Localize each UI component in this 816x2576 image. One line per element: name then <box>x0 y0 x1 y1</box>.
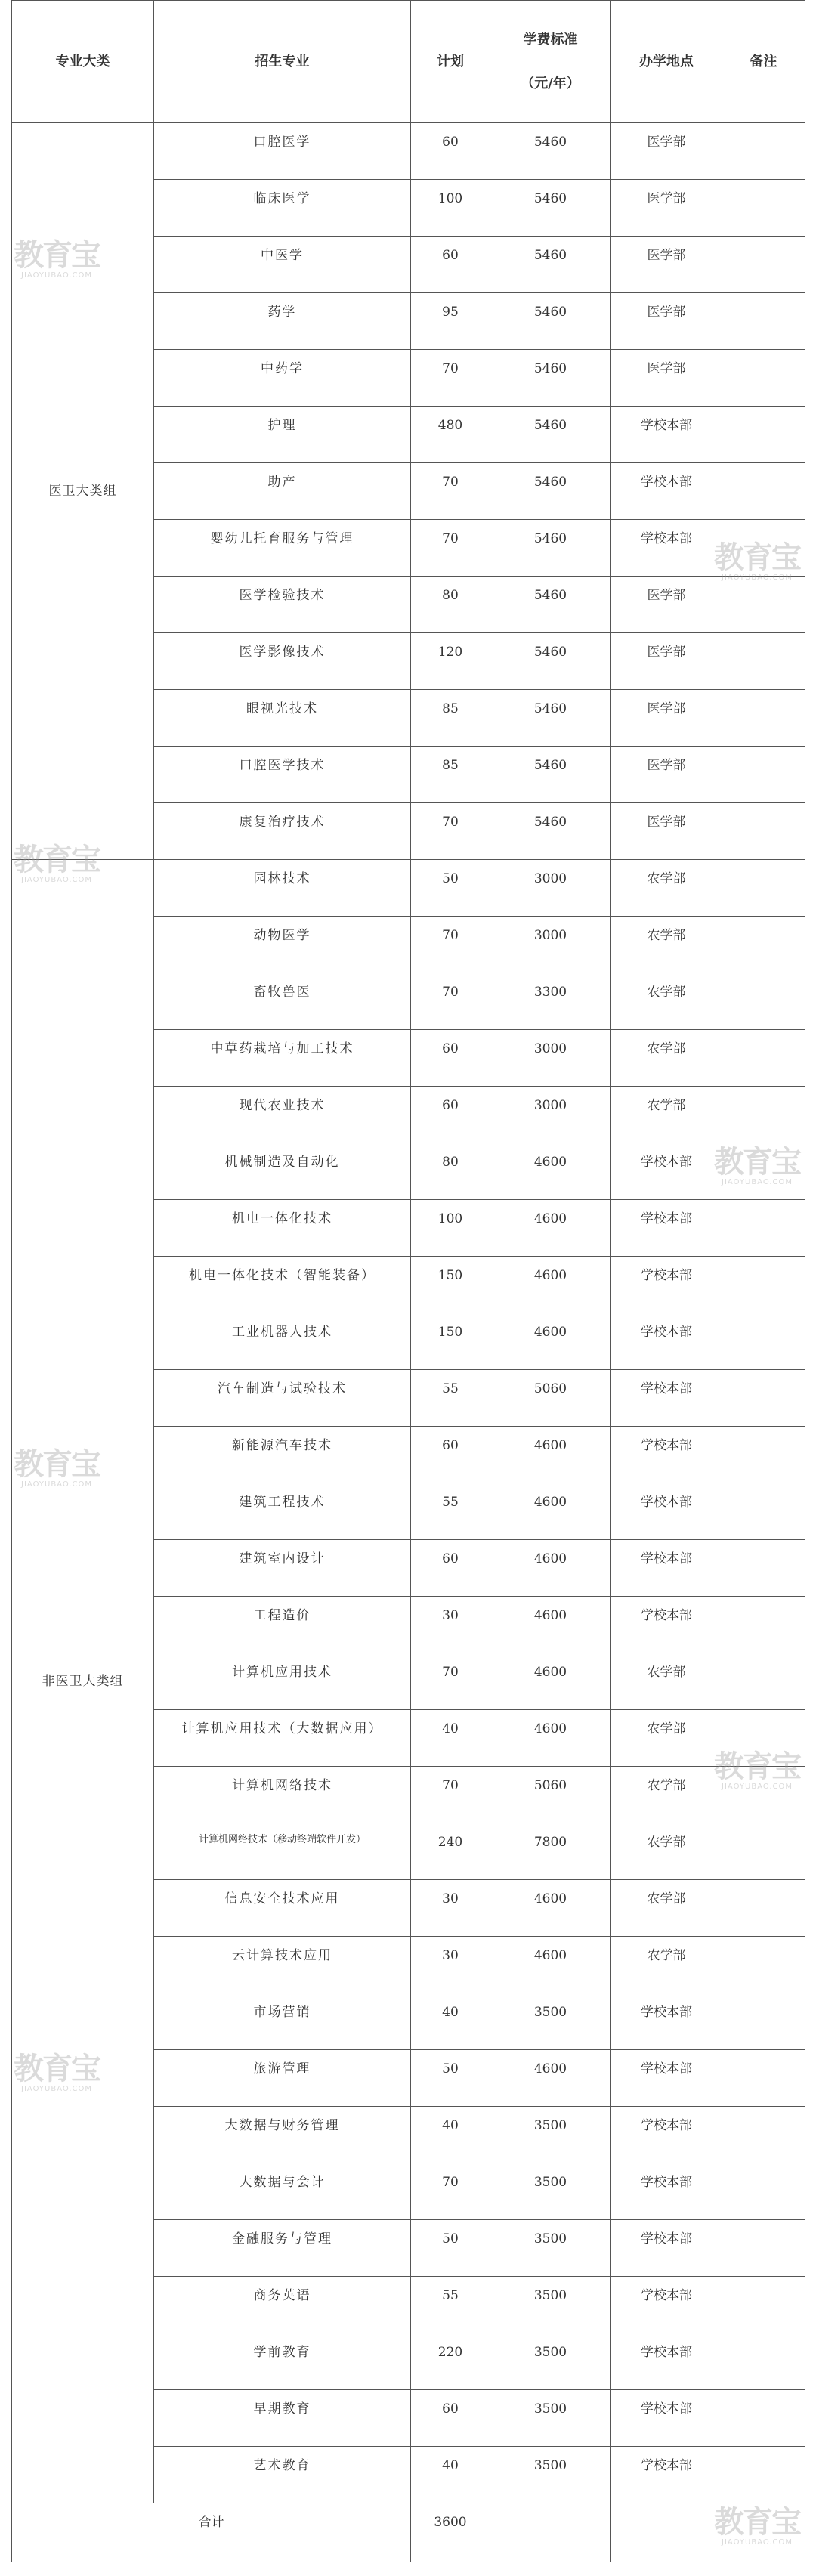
location-cell: 医学部 <box>611 747 722 803</box>
fee-cell: 5460 <box>490 180 611 237</box>
fee-cell: 3500 <box>490 2163 611 2220</box>
watermark-domain: JIAOYUBAO.COM <box>21 271 92 280</box>
plan-cell: 80 <box>411 1143 490 1200</box>
plan-cell: 60 <box>411 1540 490 1597</box>
remark-cell <box>722 860 805 917</box>
remark-cell <box>722 463 805 520</box>
fee-cell: 5460 <box>490 633 611 690</box>
fee-cell: 3000 <box>490 917 611 973</box>
major-cell: 机电一体化技术 <box>154 1200 411 1257</box>
remark-cell <box>722 803 805 860</box>
location-cell: 学校本部 <box>611 1370 722 1427</box>
watermark-domain: JIAOYUBAO.COM <box>21 876 92 884</box>
major-cell: 信息安全技术应用 <box>154 1880 411 1937</box>
major-cell: 口腔医学技术 <box>154 747 411 803</box>
plan-cell: 70 <box>411 1767 490 1823</box>
major-cell: 婴幼儿托育服务与管理 <box>154 520 411 577</box>
major-cell: 建筑室内设计 <box>154 1540 411 1597</box>
plan-cell: 150 <box>411 1313 490 1370</box>
plan-cell: 40 <box>411 1710 490 1767</box>
remark-cell <box>722 237 805 293</box>
location-cell: 农学部 <box>611 1030 722 1087</box>
header-remark: 备注 <box>722 1 805 123</box>
location-cell: 农学部 <box>611 1823 722 1880</box>
plan-cell: 240 <box>411 1823 490 1880</box>
total-fee-empty <box>490 2503 611 2562</box>
major-cell: 计算机网络技术（移动终端软件开发） <box>154 1823 411 1880</box>
fee-cell: 5460 <box>490 407 611 463</box>
watermark-brand: 教育宝 <box>14 1447 100 1482</box>
location-cell: 学校本部 <box>611 2107 722 2163</box>
plan-cell: 70 <box>411 520 490 577</box>
fee-cell: 4600 <box>490 1597 611 1653</box>
watermark-brand: 教育宝 <box>714 1749 800 1784</box>
header-category: 专业大类 <box>12 1 154 123</box>
location-cell: 学校本部 <box>611 2050 722 2107</box>
watermark-brand: 教育宝 <box>714 540 800 575</box>
header-fee-line2: （元/年） <box>521 75 580 91</box>
fee-cell: 4600 <box>490 1937 611 1993</box>
total-row <box>12 2503 805 2562</box>
location-cell: 学校本部 <box>611 2447 722 2503</box>
major-cell: 中药学 <box>154 350 411 407</box>
location-cell: 农学部 <box>611 917 722 973</box>
remark-cell <box>722 1993 805 2050</box>
location-cell: 学校本部 <box>611 520 722 577</box>
major-cell: 计算机应用技术 <box>154 1653 411 1710</box>
fee-cell: 5460 <box>490 123 611 180</box>
watermark-brand: 教育宝 <box>714 1145 800 1180</box>
location-cell: 医学部 <box>611 803 722 860</box>
location-cell: 学校本部 <box>611 2163 722 2220</box>
fee-cell: 5460 <box>490 463 611 520</box>
location-cell: 学校本部 <box>611 463 722 520</box>
remark-cell <box>722 2220 805 2277</box>
major-cell: 汽车制造与试验技术 <box>154 1370 411 1427</box>
plan-cell: 40 <box>411 2107 490 2163</box>
major-cell: 工程造价 <box>154 1597 411 1653</box>
location-cell: 学校本部 <box>611 2277 722 2333</box>
remark-cell <box>722 973 805 1030</box>
plan-cell: 70 <box>411 917 490 973</box>
fee-cell: 3000 <box>490 860 611 917</box>
location-cell: 学校本部 <box>611 1540 722 1597</box>
remark-cell <box>722 1767 805 1823</box>
major-cell: 中医学 <box>154 237 411 293</box>
remark-cell <box>722 1710 805 1767</box>
major-cell: 计算机应用技术（大数据应用） <box>154 1710 411 1767</box>
fee-cell: 3500 <box>490 2220 611 2277</box>
plan-cell: 60 <box>411 1030 490 1087</box>
table-header-row <box>12 1 805 123</box>
location-cell: 学校本部 <box>611 1427 722 1483</box>
watermark-brand: 教育宝 <box>14 2052 100 2086</box>
watermark-brand: 教育宝 <box>14 843 100 877</box>
fee-cell: 4600 <box>490 1427 611 1483</box>
remark-cell <box>722 180 805 237</box>
major-cell: 动物医学 <box>154 917 411 973</box>
major-cell: 园林技术 <box>154 860 411 917</box>
location-cell: 学校本部 <box>611 1597 722 1653</box>
major-cell: 口腔医学 <box>154 123 411 180</box>
major-cell: 金融服务与管理 <box>154 2220 411 2277</box>
remark-cell <box>722 2447 805 2503</box>
plan-cell: 50 <box>411 2220 490 2277</box>
remark-cell <box>722 1483 805 1540</box>
header-fee <box>490 1 611 123</box>
plan-cell: 40 <box>411 1993 490 2050</box>
remark-cell <box>722 293 805 350</box>
plan-cell: 70 <box>411 2163 490 2220</box>
location-cell: 农学部 <box>611 860 722 917</box>
total-location-empty <box>611 2503 722 2562</box>
watermark-brand: 教育宝 <box>14 238 100 273</box>
remark-cell <box>722 2050 805 2107</box>
fee-cell: 5060 <box>490 1370 611 1427</box>
location-cell: 医学部 <box>611 350 722 407</box>
location-cell: 学校本部 <box>611 1200 722 1257</box>
plan-cell: 60 <box>411 2390 490 2447</box>
fee-cell: 3500 <box>490 2107 611 2163</box>
major-cell: 旅游管理 <box>154 2050 411 2107</box>
location-cell: 学校本部 <box>611 1257 722 1313</box>
remark-cell <box>722 2390 805 2447</box>
major-cell: 早期教育 <box>154 2390 411 2447</box>
header-location: 办学地点 <box>611 1 722 123</box>
plan-cell: 70 <box>411 463 490 520</box>
fee-cell: 5060 <box>490 1767 611 1823</box>
location-cell: 学校本部 <box>611 1143 722 1200</box>
fee-cell: 3000 <box>490 1087 611 1143</box>
fee-cell: 3500 <box>490 2390 611 2447</box>
plan-cell: 80 <box>411 577 490 633</box>
plan-cell: 480 <box>411 407 490 463</box>
location-cell: 医学部 <box>611 293 722 350</box>
plan-cell: 85 <box>411 690 490 747</box>
location-cell: 农学部 <box>611 1880 722 1937</box>
major-cell: 中草药栽培与加工技术 <box>154 1030 411 1087</box>
table-row <box>12 123 805 180</box>
remark-cell <box>722 633 805 690</box>
remark-cell <box>722 1597 805 1653</box>
location-cell: 学校本部 <box>611 2333 722 2390</box>
location-cell: 学校本部 <box>611 2390 722 2447</box>
fee-cell: 7800 <box>490 1823 611 1880</box>
remark-cell <box>722 123 805 180</box>
enrollment-plan-table <box>11 0 805 2562</box>
fee-cell: 4600 <box>490 1880 611 1937</box>
plan-cell: 60 <box>411 1087 490 1143</box>
remark-cell <box>722 1143 805 1200</box>
plan-cell: 30 <box>411 1937 490 1993</box>
major-cell: 临床医学 <box>154 180 411 237</box>
plan-cell: 50 <box>411 2050 490 2107</box>
major-cell: 畜牧兽医 <box>154 973 411 1030</box>
plan-cell: 55 <box>411 2277 490 2333</box>
fee-cell: 4600 <box>490 2050 611 2107</box>
total-plan: 3600 <box>411 2503 490 2562</box>
remark-cell <box>722 520 805 577</box>
location-cell: 学校本部 <box>611 1313 722 1370</box>
location-cell: 医学部 <box>611 237 722 293</box>
fee-cell: 4600 <box>490 1257 611 1313</box>
fee-cell: 4600 <box>490 1653 611 1710</box>
remark-cell <box>722 1257 805 1313</box>
header-major: 招生专业 <box>154 1 411 123</box>
plan-cell: 40 <box>411 2447 490 2503</box>
location-cell: 农学部 <box>611 973 722 1030</box>
major-cell: 工业机器人技术 <box>154 1313 411 1370</box>
total-label: 合计 <box>12 2503 411 2562</box>
location-cell: 医学部 <box>611 180 722 237</box>
location-cell: 医学部 <box>611 633 722 690</box>
fee-cell: 3500 <box>490 1993 611 2050</box>
total-remark-empty <box>722 2503 805 2562</box>
watermark-domain: JIAOYUBAO.COM <box>21 2085 92 2093</box>
plan-cell: 50 <box>411 860 490 917</box>
major-cell: 大数据与会计 <box>154 2163 411 2220</box>
major-cell: 机电一体化技术（智能装备） <box>154 1257 411 1313</box>
fee-cell: 5460 <box>490 237 611 293</box>
location-cell: 学校本部 <box>611 1993 722 2050</box>
plan-cell: 150 <box>411 1257 490 1313</box>
fee-cell: 5460 <box>490 350 611 407</box>
fee-cell: 3000 <box>490 1030 611 1087</box>
watermark-domain: JIAOYUBAO.COM <box>722 574 793 582</box>
remark-cell <box>722 2277 805 2333</box>
plan-cell: 85 <box>411 747 490 803</box>
remark-cell <box>722 2333 805 2390</box>
watermark-domain: JIAOYUBAO.COM <box>722 1783 793 1791</box>
plan-cell: 60 <box>411 123 490 180</box>
location-cell: 学校本部 <box>611 1483 722 1540</box>
location-cell: 农学部 <box>611 1710 722 1767</box>
remark-cell <box>722 1880 805 1937</box>
major-cell: 大数据与财务管理 <box>154 2107 411 2163</box>
fee-cell: 4600 <box>490 1483 611 1540</box>
fee-cell: 4600 <box>490 1710 611 1767</box>
major-cell: 现代农业技术 <box>154 1087 411 1143</box>
watermark-domain: JIAOYUBAO.COM <box>722 2538 793 2547</box>
fee-cell: 4600 <box>490 1143 611 1200</box>
location-cell: 农学部 <box>611 1937 722 1993</box>
major-cell: 医学检验技术 <box>154 577 411 633</box>
fee-cell: 4600 <box>490 1200 611 1257</box>
fee-cell: 5460 <box>490 520 611 577</box>
major-cell: 护理 <box>154 407 411 463</box>
remark-cell <box>722 1313 805 1370</box>
remark-cell <box>722 1087 805 1143</box>
major-cell: 眼视光技术 <box>154 690 411 747</box>
remark-cell <box>722 1030 805 1087</box>
remark-cell <box>722 1653 805 1710</box>
remark-cell <box>722 1427 805 1483</box>
location-cell: 医学部 <box>611 690 722 747</box>
remark-cell <box>722 1540 805 1597</box>
fee-cell: 5460 <box>490 747 611 803</box>
plan-cell: 30 <box>411 1597 490 1653</box>
fee-cell: 3500 <box>490 2333 611 2390</box>
plan-cell: 55 <box>411 1483 490 1540</box>
location-cell: 医学部 <box>611 577 722 633</box>
watermark-brand: 教育宝 <box>714 2505 800 2540</box>
remark-cell <box>722 2107 805 2163</box>
watermark-domain: JIAOYUBAO.COM <box>722 1178 793 1186</box>
remark-cell <box>722 1937 805 1993</box>
major-cell: 云计算技术应用 <box>154 1937 411 1993</box>
location-cell: 农学部 <box>611 1087 722 1143</box>
plan-cell: 100 <box>411 180 490 237</box>
fee-cell: 5460 <box>490 293 611 350</box>
remark-cell <box>722 690 805 747</box>
major-cell: 计算机网络技术 <box>154 1767 411 1823</box>
major-cell: 机械制造及自动化 <box>154 1143 411 1200</box>
plan-cell: 220 <box>411 2333 490 2390</box>
location-cell: 学校本部 <box>611 2220 722 2277</box>
fee-cell: 5460 <box>490 690 611 747</box>
major-cell: 市场营销 <box>154 1993 411 2050</box>
plan-cell: 95 <box>411 293 490 350</box>
category-cell: 医卫大类组 <box>12 123 154 860</box>
plan-cell: 100 <box>411 1200 490 1257</box>
remark-cell <box>722 350 805 407</box>
remark-cell <box>722 747 805 803</box>
remark-cell <box>722 407 805 463</box>
remark-cell <box>722 1370 805 1427</box>
table-body <box>12 123 805 2503</box>
major-cell: 艺术教育 <box>154 2447 411 2503</box>
major-cell: 新能源汽车技术 <box>154 1427 411 1483</box>
plan-cell: 30 <box>411 1880 490 1937</box>
table-row <box>12 860 805 917</box>
plan-cell: 60 <box>411 237 490 293</box>
remark-cell <box>722 577 805 633</box>
plan-cell: 55 <box>411 1370 490 1427</box>
fee-cell: 3500 <box>490 2277 611 2333</box>
location-cell: 农学部 <box>611 1653 722 1710</box>
major-cell: 助产 <box>154 463 411 520</box>
remark-cell <box>722 1200 805 1257</box>
location-cell: 医学部 <box>611 123 722 180</box>
watermark-domain: JIAOYUBAO.COM <box>21 1480 92 1489</box>
remark-cell <box>722 917 805 973</box>
major-cell: 学前教育 <box>154 2333 411 2390</box>
major-cell: 药学 <box>154 293 411 350</box>
remark-cell <box>722 1823 805 1880</box>
plan-cell: 70 <box>411 973 490 1030</box>
plan-cell: 60 <box>411 1427 490 1483</box>
plan-cell: 70 <box>411 1653 490 1710</box>
major-cell: 建筑工程技术 <box>154 1483 411 1540</box>
plan-cell: 120 <box>411 633 490 690</box>
fee-cell: 4600 <box>490 1313 611 1370</box>
header-fee-line1: 学费标准 <box>523 32 578 48</box>
major-cell: 商务英语 <box>154 2277 411 2333</box>
header-plan: 计划 <box>411 1 490 123</box>
remark-cell <box>722 2163 805 2220</box>
fee-cell: 5460 <box>490 803 611 860</box>
fee-cell: 5460 <box>490 577 611 633</box>
major-cell: 医学影像技术 <box>154 633 411 690</box>
category-cell: 非医卫大类组 <box>12 860 154 2503</box>
fee-cell: 3500 <box>490 2447 611 2503</box>
location-cell: 学校本部 <box>611 407 722 463</box>
fee-cell: 4600 <box>490 1540 611 1597</box>
plan-cell: 70 <box>411 803 490 860</box>
major-cell: 康复治疗技术 <box>154 803 411 860</box>
fee-cell: 3300 <box>490 973 611 1030</box>
location-cell: 农学部 <box>611 1767 722 1823</box>
plan-cell: 70 <box>411 350 490 407</box>
